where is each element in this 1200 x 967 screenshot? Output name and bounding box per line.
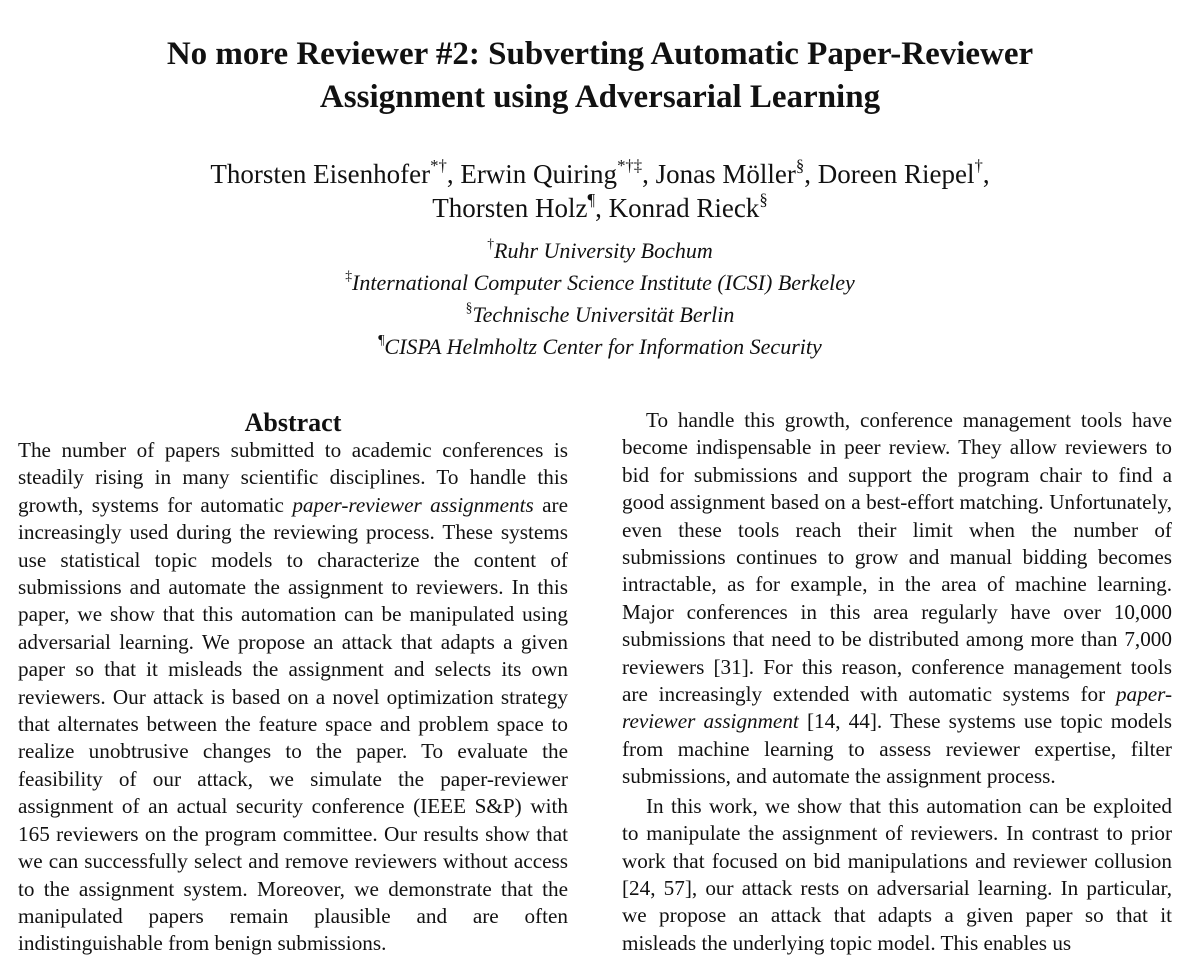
intro-p1-part-2: [14, 44]. These systems use topic models from machine learning to assess reviewer expertise, filter submissions, and automate the assignment process.: [622, 709, 1172, 789]
abstract-text-italic: paper-reviewer assignments: [292, 492, 534, 517]
author-marks: §: [795, 155, 805, 175]
author-name: Jonas Möller: [655, 159, 796, 189]
intro-paragraph-2: In this work, we show that this automation can be exploited to manipulate the assignment of reviewers. In contrast to prior work that focused on bid manipulations and reviewer collusion [24, 57], our attack rests on adversarial learning. In particular, we propose an attack that adapts a given paper so that it misleads the underlying topic model. This enables us: [622, 793, 1172, 955]
author-line-2: [0, 191, 1200, 225]
author-separator: ,: [804, 159, 818, 189]
author-name: Thorsten Holz: [432, 193, 588, 223]
affiliation-mark: ¶: [378, 331, 385, 347]
author-name: Erwin Quiring: [460, 159, 618, 189]
affiliation-item: [0, 331, 1200, 363]
affiliation-name: Ruhr University Bochum: [494, 238, 713, 263]
author-name: Doreen Riepel: [817, 159, 975, 189]
affiliation-mark: †: [487, 235, 495, 251]
affiliation-name: International Computer Science Institute (ICSI) Berkeley: [352, 270, 855, 295]
author-separator: ,: [595, 193, 609, 223]
author-list: [0, 157, 1200, 225]
author-line-1: [0, 157, 1200, 191]
abstract-heading: Abstract: [244, 408, 342, 437]
affiliation-item: [0, 267, 1200, 299]
abstract-column: [18, 407, 568, 958]
author-name: Konrad Rieck: [608, 193, 760, 223]
author-marks: †: [974, 155, 983, 175]
author-separator: ,: [642, 159, 656, 189]
affiliation-name: CISPA Helmholtz Center for Information Security: [384, 334, 822, 359]
affiliation-mark: §: [465, 299, 473, 315]
paper-title-line-2: Assignment using Adversarial Learning: [319, 79, 881, 115]
affiliation-item: [0, 235, 1200, 267]
intro-p1-part-1: To handle this growth, conference management tools have become indispensable in peer review. They allow reviewers to bid for submissions and support the program chair to find a good assignment based on a best-effort matching. Unfortunately, even these tools reach their limit when the number of submissions continues to grow and manual bidding becomes intractable, as for example, in the area of machine learning. Major conferences in this area regularly have over 10,000 submissions that need to be distributed among more than 7,000 reviewers [31]. For this reason, conference management tools are increasingly extended with automatic systems for: [622, 408, 1172, 707]
paper-title-line-1: No more Reviewer #2: Subverting Automatic Paper-Reviewer: [166, 36, 1034, 72]
author-separator: ,: [982, 159, 990, 189]
affiliation-list: [0, 235, 1200, 363]
paper-title: [0, 33, 1200, 119]
abstract-text-part-1: The number of papers submitted to academic conferences is steadily rising in many scientific disciplines. To handle this growth, systems for automatic: [18, 438, 568, 517]
introduction-column: [622, 407, 1172, 957]
author-marks: §: [759, 189, 768, 209]
affiliation-item: [0, 299, 1200, 331]
abstract-text-part-2: are increasingly used during the reviewing process. These systems use statistical topic models to characterize the content of submissions and automate the assignment to reviewers. In this paper, we show that this automation can be manipulated using adversarial learning. We propose an attack that adapts a given paper so that it misleads the assignment and selects its own reviewers. Our attack is based on a novel optimization strategy that alternates between the feature space and problem space to realize unobtrusive changes to the paper. To evaluate the feasibility of our attack, we simulate the paper-reviewer assignment of an actual security conference (IEEE S&P) with 165 reviewers on the program committee. Our results show that we can successfully select and remove reviewers without access to the assignment system. Moreover, we demonstrate that the manipulated papers remain plausible and are often indistinguishable from benign submissions.: [18, 492, 568, 956]
affiliation-mark: ‡: [345, 267, 352, 283]
author-marks: *†: [430, 155, 447, 175]
author-marks: *†‡: [617, 155, 643, 175]
intro-paragraph-1: [622, 407, 1172, 791]
intro-p1-italic: paper-reviewer assignment: [622, 682, 1172, 734]
abstract-text: [18, 437, 568, 958]
affiliation-name: Technische Universität Berlin: [472, 302, 735, 327]
author-separator: ,: [446, 159, 461, 189]
author-name: Thorsten Eisenhofer: [210, 159, 431, 189]
author-marks: ¶: [587, 189, 596, 209]
